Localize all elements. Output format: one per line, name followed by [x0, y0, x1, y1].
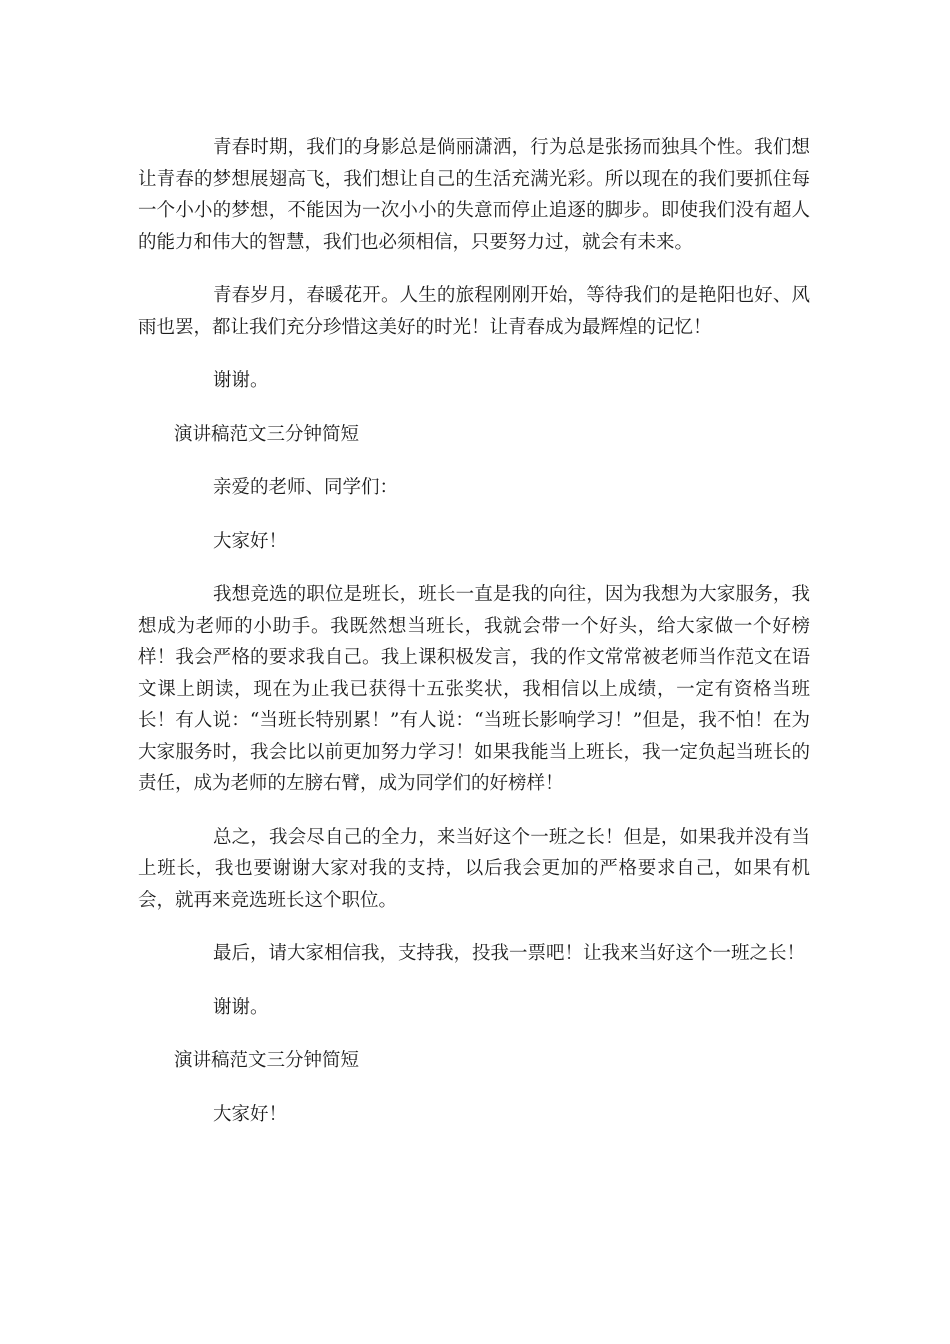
section-heading-1: 演讲稿范文三分钟简短	[174, 423, 360, 445]
paragraph-hello-1: 大家好！	[213, 530, 288, 552]
paragraph-vote-request: 最后，请大家相信我，支持我，投我一票吧！让我来当好这个一班之长！	[213, 943, 806, 964]
paragraph-conclusion: 总之，我会尽自己的全力，来当好这个一班之长！但是，如果我并没有当上班长，我也要谢谢大家对我的支持，以后我会更加的严格要求自己，如果有机会，就再来竞选班长这个职位。	[138, 826, 810, 911]
section-heading-2: 演讲稿范文三分钟简短	[174, 1050, 360, 1071]
paragraph-thanks-2: 谢谢。	[213, 996, 269, 1018]
paragraph-hello-2: 大家好！	[213, 1103, 288, 1125]
paragraph-monitor-speech: 我想竞选的职位是班长，班长一直是我的向往，因为我想为大家服务，我想成为老师的小助手。我既然想当班长，我就会带一个好头，给大家做一个好榜样！我会严格的要求我自己。我上课积极发言，我的作文常常被老师当作范文在语文课上朗读，现在为止我已获得十五张奖状，我相信以上成绩，一定有资格当班长！有人说：“当班长特别累！”有人说：“当班长影响学习！”但是，我不怕！在为大家服务时，我会比以前更加努力学习！如果我能当上班长，我一定负起当班长的责任，成为老师的左膀右臂，成为同学们的好榜样！	[138, 584, 810, 794]
paragraph-youth-years: 青春岁月，春暖花开。人生的旅程刚刚开始，等待我们的是艳阳也好、风雨也罢，都让我们充分珍惜这美好的时光！让青春成为最辉煌的记忆！	[138, 285, 810, 338]
document-body	[138, 132, 810, 1152]
paragraph-youth-image: 青春时期，我们的身影总是倘丽潇洒，行为总是张扬而独具个性。我们想让青春的梦想展翅高飞，我们想让自己的生活充满光彩。所以现在的我们要抓住每一个小小的梦想，不能因为一次小小的失意而停止追逐的脚步。即使我们没有超人的能力和伟大的智慧，我们也必须相信，只要努力过，就会有未来。	[138, 137, 810, 253]
paragraph-thanks-1: 谢谢。	[213, 370, 269, 391]
paragraph-greeting-teachers: 亲爱的老师、同学们：	[213, 477, 399, 498]
